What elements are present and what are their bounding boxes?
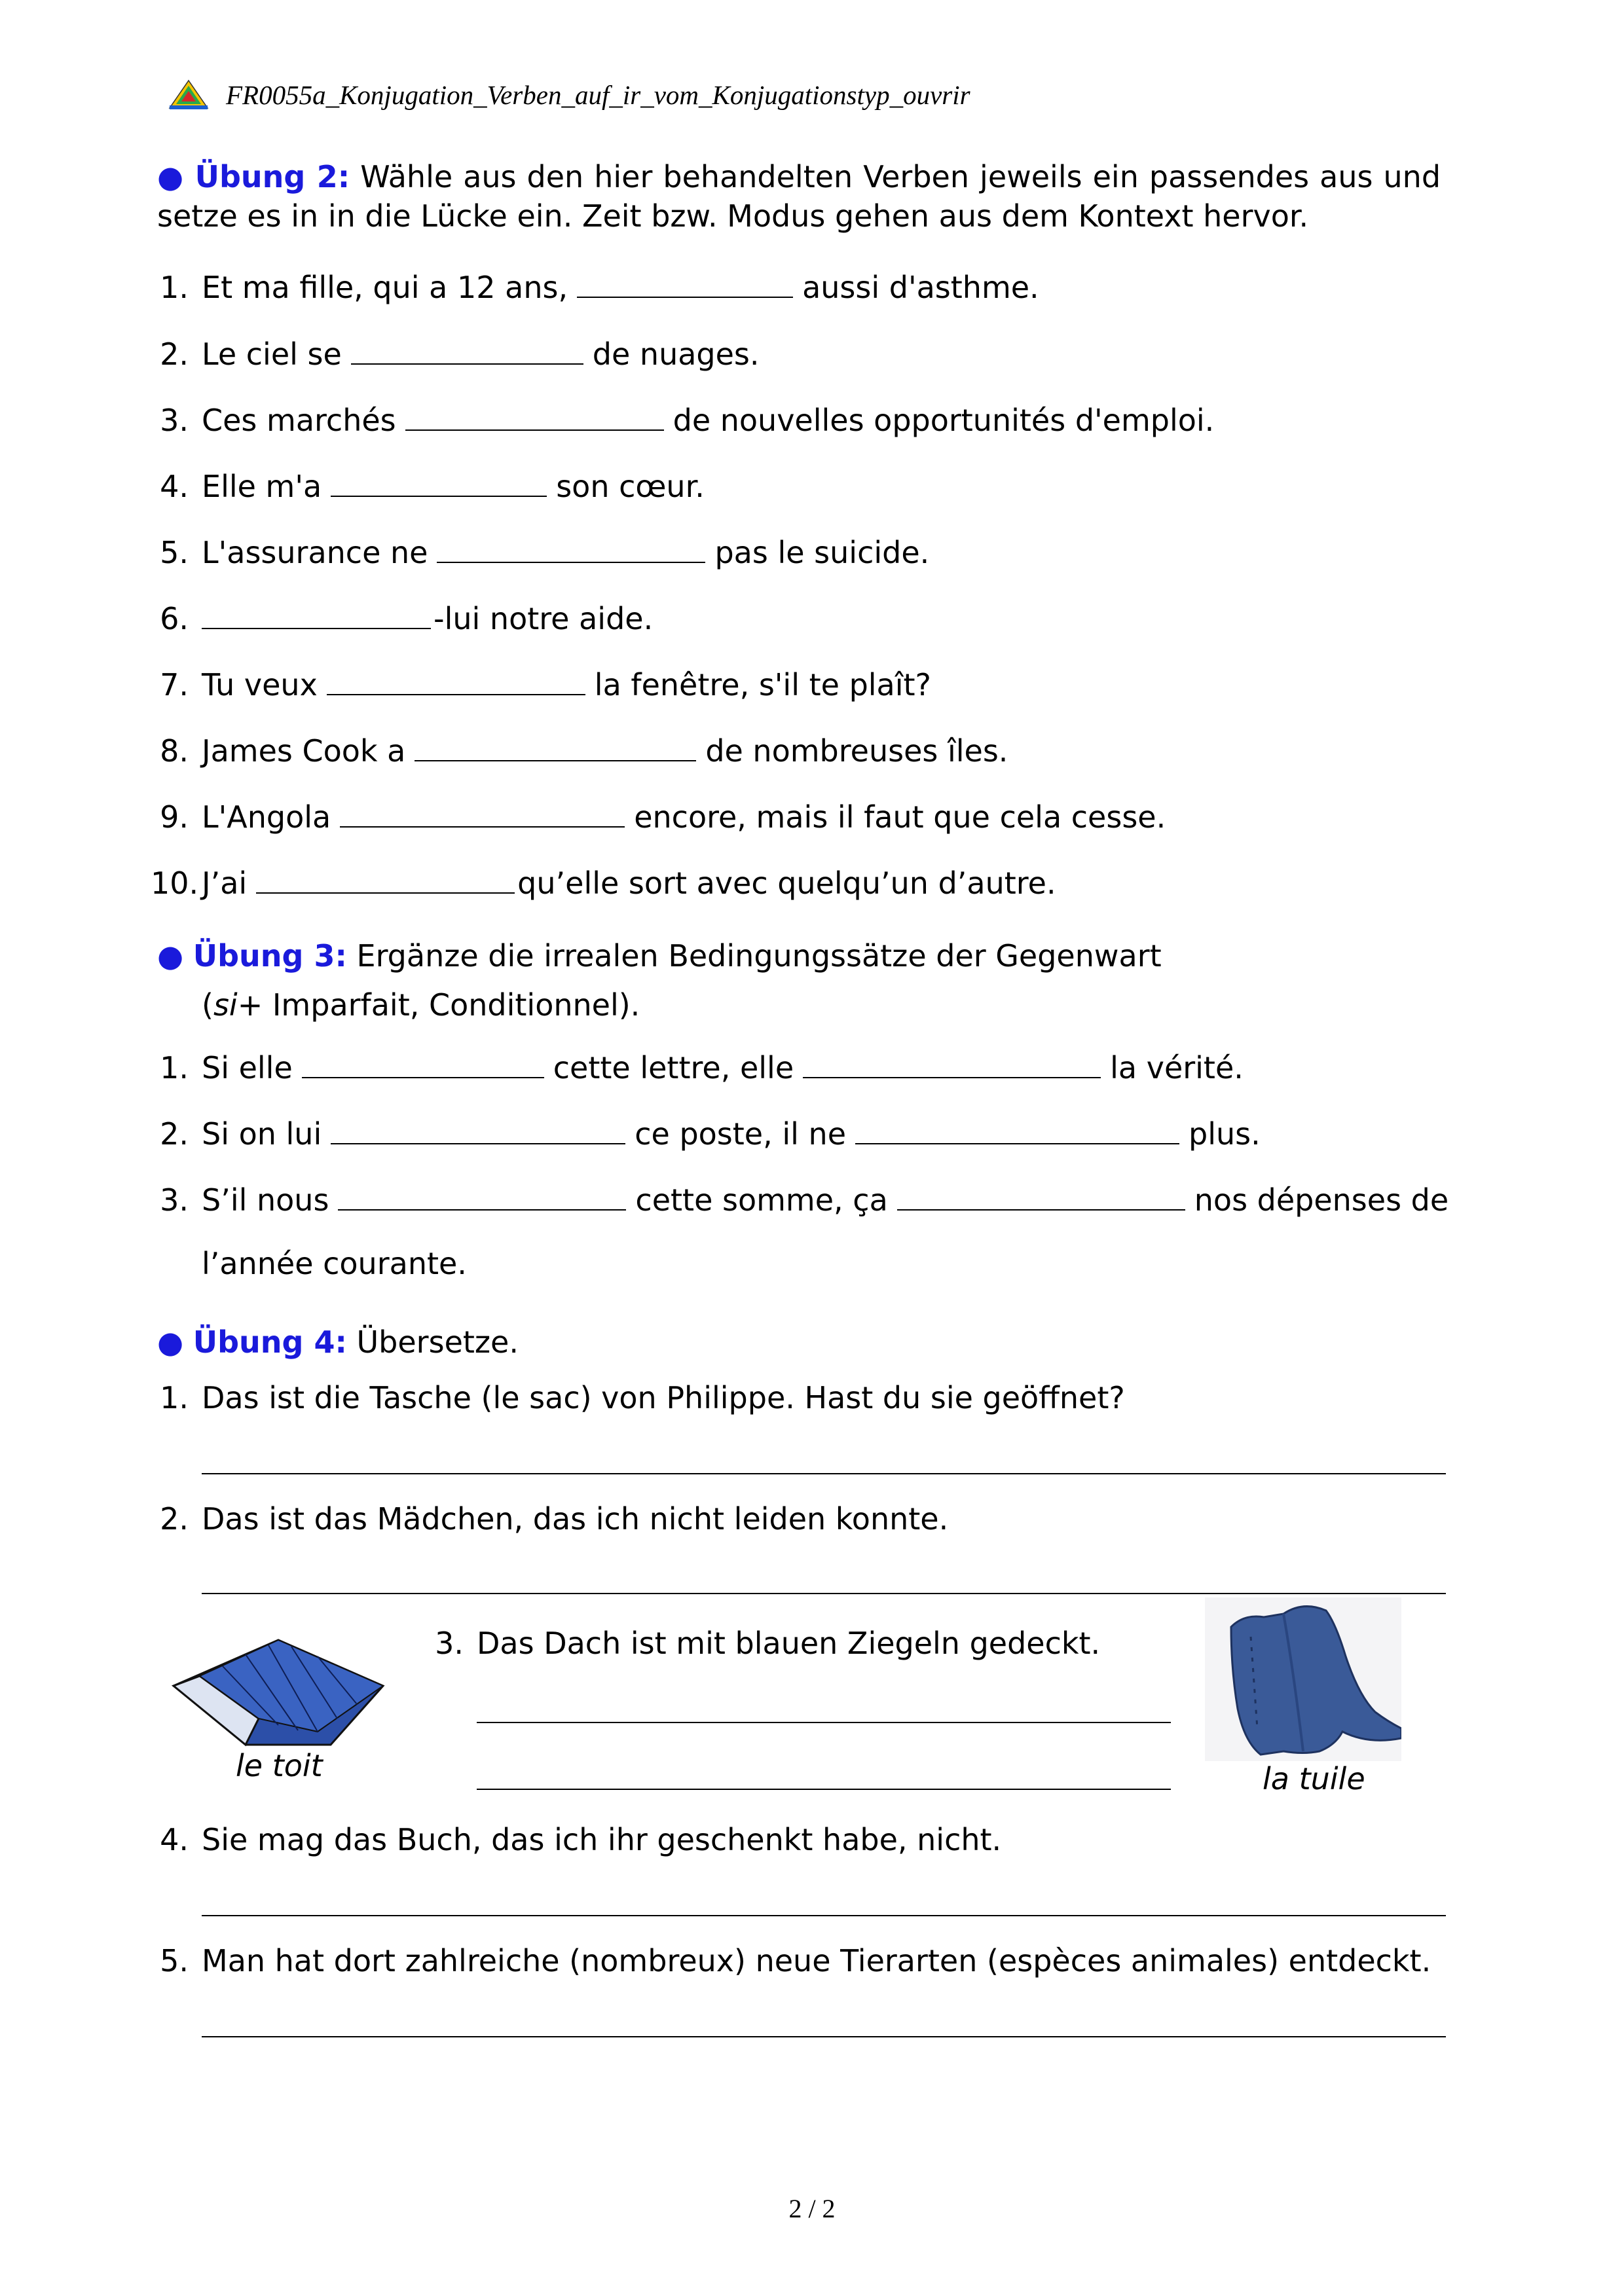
answer-line-2[interactable]: [202, 1593, 1446, 1594]
page-number: 2 / 2: [788, 2194, 836, 2223]
exercise-2-instruction: Wähle aus den hier behandelten Verben jeweils ein passendes aus und setze es in in die Lücke ein. Zeit bzw. Modus gehen aus dem Kontext hervor.: [157, 159, 1441, 234]
answer-blank[interactable]: [302, 1046, 544, 1078]
exercise-2-item: 3. Ces marchés de nouvelles opportunités d'emploi.: [151, 398, 1214, 440]
exercise-3-instruction: Ergänze die irrealen Bedingungssätze der Gegenwart: [356, 938, 1162, 974]
answer-blank[interactable]: [405, 398, 664, 431]
answer-blank[interactable]: [340, 795, 625, 828]
exercise-4-instruction: Übersetze.: [356, 1324, 519, 1360]
exercise-2-item: 10. J’ai qu’elle sort avec quelqu’un d’autre.: [151, 861, 1056, 903]
answer-blank[interactable]: [331, 1112, 625, 1144]
answer-blank[interactable]: [855, 1112, 1179, 1144]
roof-image: [160, 1620, 396, 1751]
exercise-2-item: 1. Et ma fille, qui a 12 ans, aussi d'asthme.: [151, 265, 1039, 307]
answer-blank[interactable]: [803, 1046, 1101, 1078]
answer-line-5[interactable]: [202, 2036, 1446, 2037]
answer-blank[interactable]: [577, 265, 793, 298]
si-word: si: [213, 987, 238, 1023]
exercise-3-label: Übung 3:: [193, 938, 347, 974]
exercise-2-item: 6. -lui notre aide.: [151, 596, 653, 638]
tile-image: [1205, 1597, 1401, 1761]
exercise-4-label: Übung 4:: [193, 1324, 347, 1360]
exercise-4-item-1: 1. Das ist die Tasche (le sac) von Philippe. Hast du sie geöffnet?: [160, 1380, 1125, 1415]
document-title: FR0055a_Konjugation_Verben_auf_ir_vom_Konjugationstyp_ouvrir: [226, 80, 970, 110]
exercise-4-item-2: 2. Das ist das Mädchen, das ich nicht leiden konnte.: [160, 1501, 949, 1537]
roof-caption: le toit: [236, 1748, 323, 1783]
answer-line-3b[interactable]: [477, 1789, 1171, 1790]
exercise-2-item: 4. Elle m'a son cœur.: [151, 464, 705, 506]
answer-blank[interactable]: [202, 596, 431, 629]
exercise-4-item-4: 4. Sie mag das Buch, das ich ihr geschenkt habe, nicht.: [160, 1822, 1002, 1857]
answer-blank[interactable]: [338, 1178, 626, 1211]
exercise-2-item: 2. Le ciel se de nuages.: [151, 332, 760, 374]
exercise-3-instruction-2: (si+ Imparfait, Conditionnel).: [202, 987, 640, 1023]
exercise-2-heading: [157, 157, 1441, 236]
bullet-icon: ●: [157, 938, 184, 974]
answer-blank[interactable]: [327, 663, 585, 695]
exercise-2-item: 5. L'assurance ne pas le suicide.: [151, 530, 929, 572]
answer-blank[interactable]: [415, 729, 696, 761]
exercise-3-heading: [157, 936, 1162, 975]
answer-line-4[interactable]: [202, 1915, 1446, 1916]
exercise-2-item: 8. James Cook a de nombreuses îles.: [151, 729, 1008, 771]
page-header: [167, 72, 970, 118]
exercise-4-heading: [157, 1322, 519, 1362]
exercise-2-label: Übung 2:: [194, 159, 350, 194]
exercise-2-item: 7. Tu veux la fenêtre, s'il te plaît?: [151, 663, 931, 704]
answer-blank[interactable]: [437, 530, 705, 563]
bullet-icon: ●: [157, 159, 185, 194]
bullet-icon: ●: [157, 1324, 184, 1360]
tile-caption: la tuile: [1263, 1761, 1365, 1796]
answer-blank[interactable]: [897, 1178, 1185, 1211]
exercise-3-item: 2. Si on lui ce poste, il ne plus.: [151, 1112, 1261, 1154]
answer-line-1[interactable]: [202, 1473, 1446, 1474]
exercise-3-item: 3. S’il nous cette somme, ça nos dépenses de: [151, 1178, 1449, 1220]
exercise-2-item: 9. L'Angola encore, mais il faut que cela cesse.: [151, 795, 1166, 837]
exercise-3-item-3-continuation: l’année courante.: [202, 1246, 467, 1281]
answer-line-3a[interactable]: [477, 1722, 1171, 1723]
exercise-3-item: 1. Si elle cette lettre, elle la vérité.: [151, 1046, 1244, 1087]
answer-blank[interactable]: [351, 332, 583, 365]
answer-blank[interactable]: [256, 861, 515, 894]
exercise-4-item-3: 3. Das Dach ist mit blauen Ziegeln gedeckt.: [435, 1626, 1101, 1661]
logo-icon: [167, 79, 210, 111]
exercise-4-item-5: 5. Man hat dort zahlreiche (nombreux) neue Tierarten (espèces animales) entdeckt.: [160, 1943, 1431, 1978]
exercise-3-instruction-rest: + Imparfait, Conditionnel).: [237, 987, 640, 1023]
answer-blank[interactable]: [331, 464, 547, 497]
